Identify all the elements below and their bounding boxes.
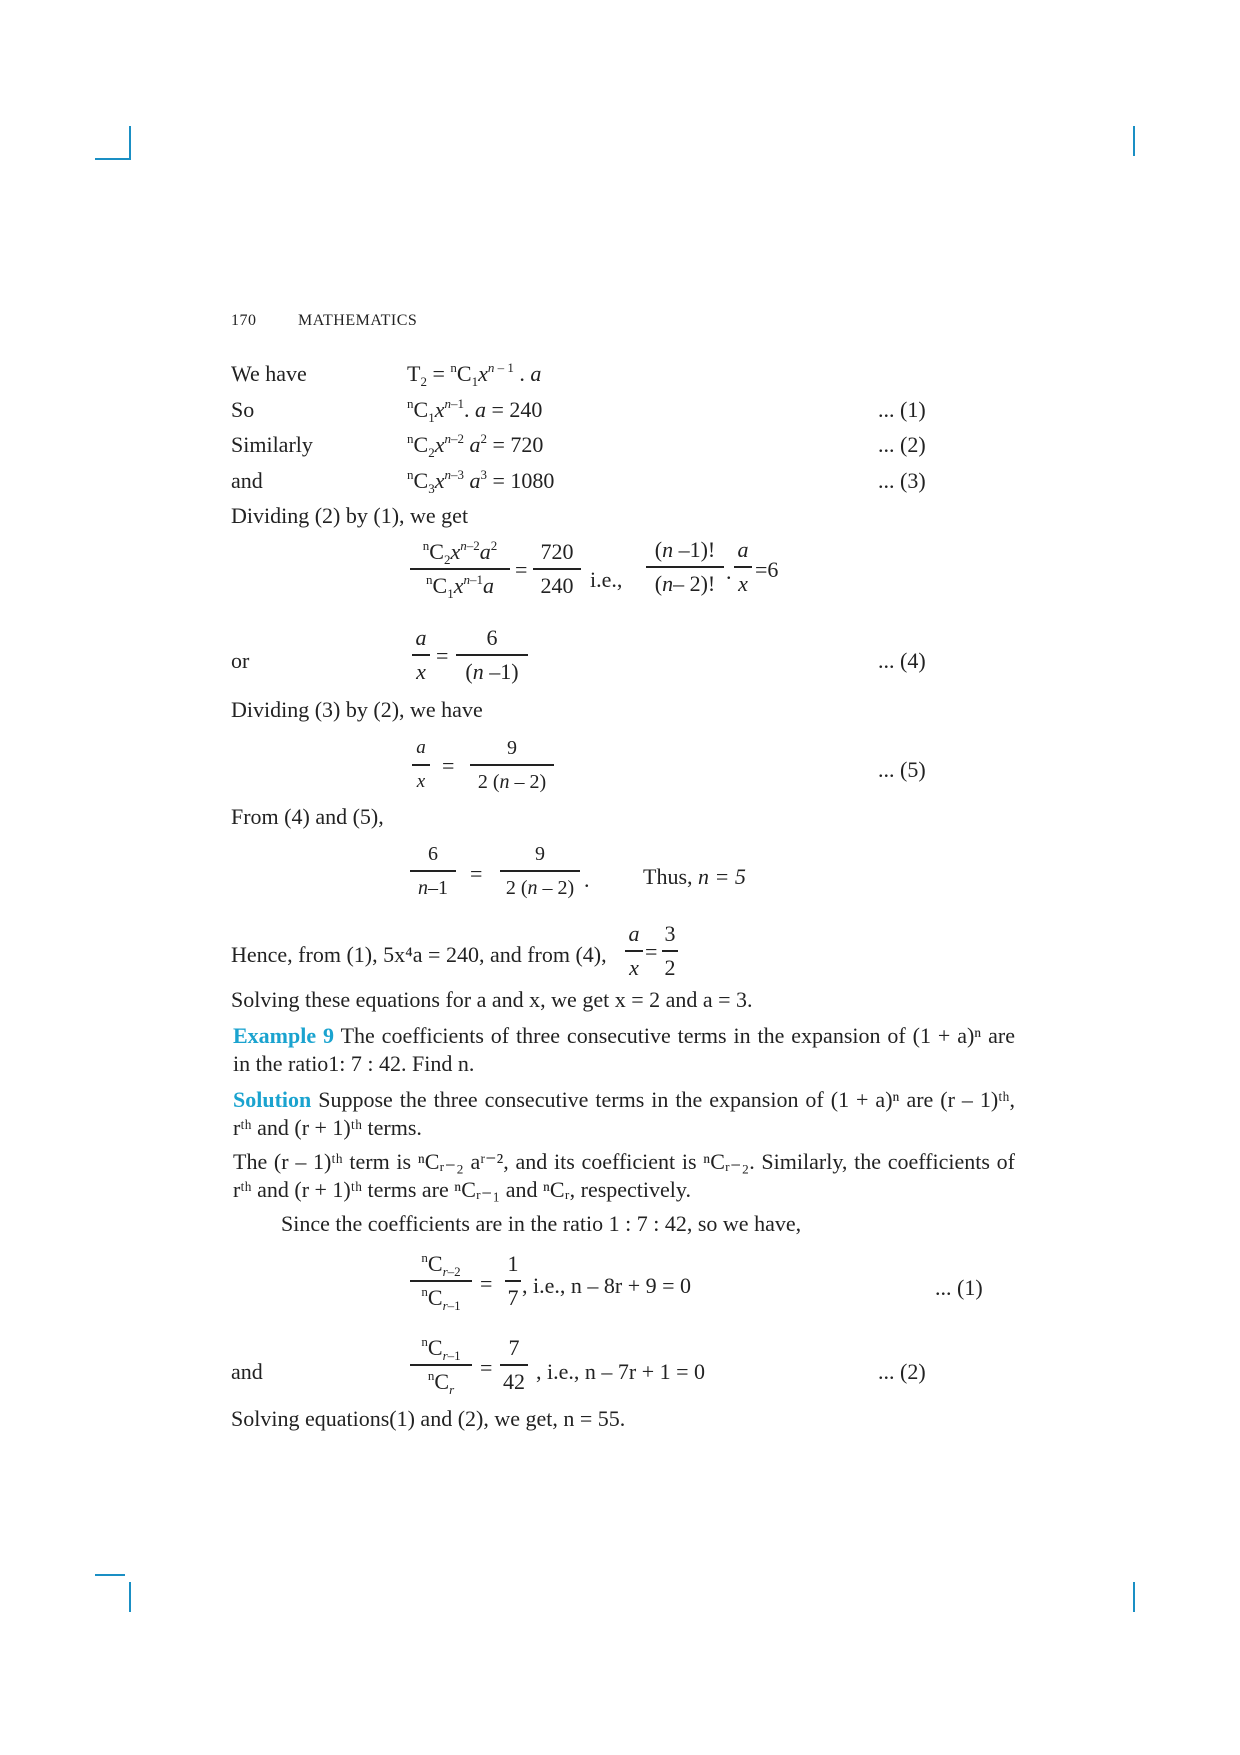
term-paragraph: The (r – 1)ᵗʰ term is ⁿCᵣ₋₂ aʳ⁻², and its coefficient is ⁿCᵣ₋₂. Similarly, the coefficients of rᵗʰ and (r + 1)ᵗʰ terms are ⁿCᵣ₋₁ and ⁿCᵣ, respectively. <box>233 1149 1015 1202</box>
page-number: 170 <box>231 312 257 329</box>
frac-3-2 <box>662 920 678 982</box>
frac-factorials: (n –1)! (n– 2)! <box>646 536 724 598</box>
label-similarly: Similarly <box>231 432 313 457</box>
equals-sign: = <box>480 1355 493 1380</box>
text-from-4-5: From (4) and (5), <box>231 804 384 829</box>
eq1-ie: , i.e., n – 8r + 9 = 0 <box>522 1273 692 1298</box>
frac-den-7: 7 <box>507 1284 519 1310</box>
equals-sign: = <box>480 1271 493 1296</box>
equals-sign: = <box>515 557 528 582</box>
crop-mark-bl-v <box>129 1582 131 1612</box>
frac-num-6: 6 <box>486 625 498 650</box>
frac-6-n-1: 6 (n –1) <box>456 624 528 686</box>
frac-den-240: 240 <box>540 572 574 598</box>
eq-t2: $T_2 = ^nC_1x^{n - 1}$ . a <box>407 360 542 389</box>
label-or: or <box>231 648 250 673</box>
equals-sign: = <box>470 861 483 886</box>
frac-num-1: 1 <box>507 1251 519 1276</box>
eq-1: $^nC_1x^{n-1}$. a = 240 <box>407 396 543 425</box>
equals-6: =6 <box>755 557 779 582</box>
equals-sign: = <box>645 939 658 964</box>
solution-text: Suppose the three consecutive terms in the expansion of (1 + a)ⁿ are (r – 1)ᵗʰ, rᵗʰ and (r + 1)ᵗʰ terms. <box>233 1087 1015 1140</box>
frac-num-9b: 9 <box>535 843 545 865</box>
frac-num-720: 720 <box>540 539 574 564</box>
text-dividing-2-1: Dividing (2) by (1), we get <box>231 503 469 528</box>
tag-4: ... (4) <box>878 648 926 673</box>
thus-label: Thus, <box>643 864 693 889</box>
running-title: MATHEMATICS <box>298 312 418 329</box>
text-solving-ax: Solving these equations for a and x, we get x = 2 and a = 3. <box>231 987 753 1012</box>
since-text: Since the coefficients are in the ratio 1 : 7 : 42, so we have, <box>281 1211 802 1236</box>
eq-3: $^nC_3x^{n-3}$ $a^3 = 1080$ <box>407 467 555 496</box>
text-final: Solving equations(1) and (2), we get, n = 55. <box>231 1406 626 1431</box>
crop-mark-tl-h <box>95 158 129 160</box>
frac-c2-over-c1: $^nC_2x^{n-2}a^2$ $^nC_1x^{n-1}a$ <box>410 538 510 600</box>
value-6: 6 <box>767 557 779 582</box>
example-text: The coefficients of three consecutive terms in the expansion of (1 + a)ⁿ are in the ratio1: 7 : 42. Find n. <box>233 1023 1015 1076</box>
frac-7-42 <box>500 1334 528 1396</box>
label-and-2: and <box>231 1359 263 1384</box>
tag-1: ... (1) <box>878 397 926 422</box>
crop-mark-br-v <box>1133 1582 1135 1612</box>
text-thus <box>643 863 746 891</box>
frac-num-3: 3 <box>664 921 676 946</box>
frac-9-over-2n-2: 9 2 (n – 2) <box>500 840 580 902</box>
eq-2: $^nC_2x^{n-2}$ $a^2 = 720$ <box>407 431 544 460</box>
label-and: and <box>231 468 263 493</box>
dot: . <box>584 867 590 892</box>
example-label: Example 9 <box>233 1023 335 1048</box>
text-dividing-3-2: Dividing (3) by (2), we have <box>231 697 483 722</box>
solution-label: Solution <box>233 1087 312 1112</box>
frac-720-240 <box>533 538 581 600</box>
frac-6-over-n-1: 6 n–1 <box>410 840 456 902</box>
dot: . <box>726 559 732 584</box>
frac-num-6b: 6 <box>428 843 438 865</box>
tag-ratio-1: ... (1) <box>935 1275 983 1300</box>
frac-num-9: 9 <box>507 737 517 759</box>
frac-num-7: 7 <box>508 1335 520 1360</box>
value-240: 240 <box>509 397 543 422</box>
text-hence: Hence, from (1), 5x⁴a = 240, and from (4), <box>231 942 607 967</box>
tag-ratio-2: ... (2) <box>878 1359 926 1384</box>
crop-mark-bl-h <box>95 1574 125 1576</box>
equals-sign: = <box>436 643 449 668</box>
tag-3: ... (3) <box>878 468 926 493</box>
frac-a-x-5: a x <box>412 734 430 796</box>
tag-2: ... (2) <box>878 432 926 457</box>
frac-a-x-hence: a x <box>625 920 643 982</box>
eq2-ie: , i.e., n – 7r + 1 = 0 <box>536 1359 706 1384</box>
frac-ncr1-over-ncr: $^nC_{r-1}$ $^nC_r$ <box>410 1334 472 1396</box>
label-we-have: We have <box>231 361 307 386</box>
frac-a-x-4: a x <box>412 624 430 686</box>
crop-mark-tr-v <box>1133 126 1135 156</box>
crop-mark-tl-v <box>129 126 131 160</box>
frac-a-over-x: a x <box>734 536 752 598</box>
tag-5: ... (5) <box>878 757 926 782</box>
value-720: 720 <box>510 432 544 457</box>
frac-den-2: 2 <box>664 954 676 980</box>
label-so: So <box>231 397 255 422</box>
example-9 <box>233 1022 1015 1078</box>
frac-9-2n-2: 9 2 (n – 2) <box>470 734 554 796</box>
ie-label: i.e., <box>590 567 623 592</box>
frac-ncr2-over-ncr1: $^nC_{r-2}$ $^nC_{r-1}$ <box>410 1250 472 1312</box>
frac-den-42: 42 <box>503 1368 525 1394</box>
solution <box>233 1086 1015 1142</box>
thus-n-value: n = 5 <box>698 864 746 889</box>
equals-sign: = <box>442 753 455 778</box>
frac-1-7 <box>505 1250 521 1312</box>
value-1080: 1080 <box>510 468 555 493</box>
